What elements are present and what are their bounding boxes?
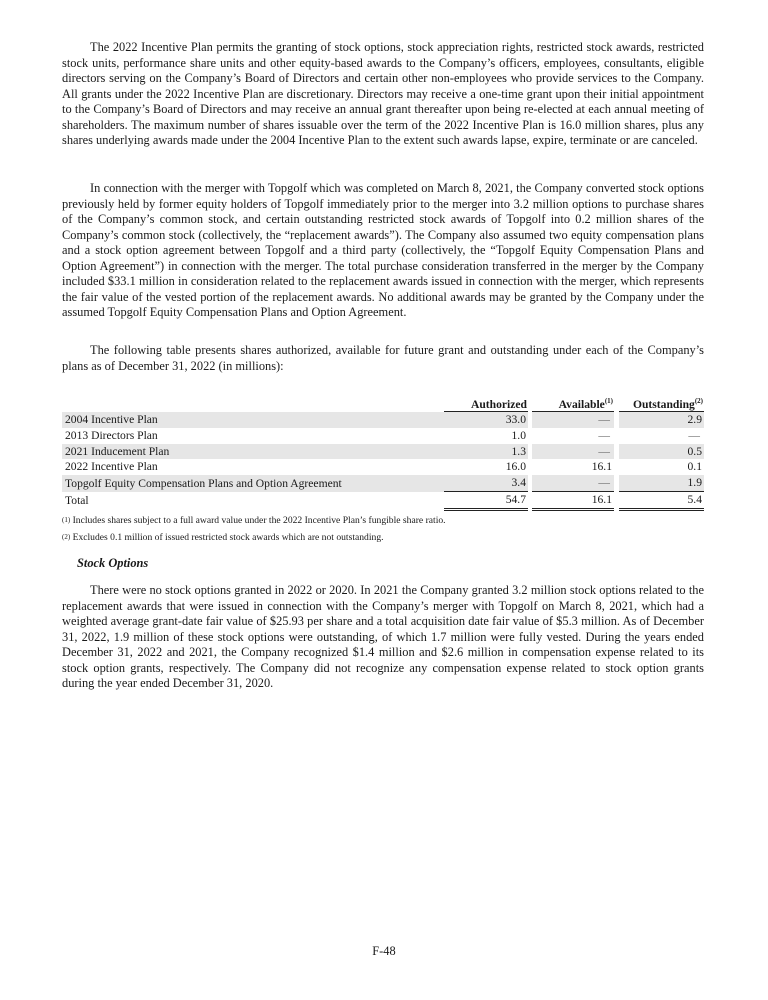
total-outstanding: 5.4 bbox=[619, 492, 704, 511]
header-outstanding-label: Outstanding bbox=[632, 398, 695, 411]
table-row bbox=[62, 428, 704, 444]
paragraph-stock-options: There were no stock options granted in 2022 or 2020. In 2021 the Company granted 3.2 million stock options related to the replacement awards that were issued in connection with the Company’s merger with Topgolf on March 8, 2021, which had a weighted average grant-date fair value of $25.93 per share and a total acquisition date fair value of $5.3 million. As of December 31, 2022, 1.9 million of these stock options were outstanding, of which 1.7 million were fully vested. During the years ended December 31, 2022 and 2021, the Company recognized $1.4 million and $2.6 million in compensation expense related to its stock option grants, respectively. The Company did not recognize any compensation expense related to stock option grants during the year ended December 31, 2020. bbox=[62, 583, 704, 691]
authorized-value: 16.0 bbox=[505, 460, 526, 474]
plan-name: 2004 Incentive Plan bbox=[62, 412, 444, 428]
paragraph-topgolf-merger: In connection with the merger with Topgolf which was completed on March 8, 2021, the Company converted stock options previously held by former equity holders of Topgolf immediately prior to the merger into 3.2 million options to purchase shares of the Company’s common stock, and certain outstanding restricted stock awards of Topgolf into 0.2 million shares of the Company’s common stock (collectively, the “replacement awards”). The Company also assumed two equity compensation plans and a stock option agreement between Topgolf and a third party (collectively, the “Topgolf Equity Compensation Plans and Option Agreement”) in connection with the merger. The total purchase consideration transferred in the merger by the Company included $33.1 million in consideration related to the replacement awards issued in connection with the merger, which represents the fair value of the vested portion of the replacement awards. No additional awards may be granted by the Company under the assumed Topgolf Equity Compensation Plans and Option Agreement. bbox=[62, 181, 704, 320]
plan-name: Topgolf Equity Compensation Plans and Option Agreement bbox=[62, 475, 444, 492]
footnote-1-text: Includes shares subject to a full award value under the 2022 Incentive Plan’s fungible share ratio. bbox=[72, 515, 446, 526]
plan-name: 2022 Incentive Plan bbox=[65, 460, 158, 474]
table-row bbox=[62, 459, 704, 475]
header-available bbox=[532, 395, 614, 412]
authorized-value: 3.4 bbox=[444, 475, 528, 492]
table-header-row bbox=[62, 395, 704, 412]
available-value: — bbox=[598, 428, 610, 442]
available-value: — bbox=[532, 444, 614, 460]
authorized-value: 1.0 bbox=[511, 428, 526, 442]
outstanding-value: 0.1 bbox=[687, 460, 702, 474]
outstanding-value: 1.9 bbox=[619, 475, 704, 492]
footnote-2-text: Excludes 0.1 million of issued restricted stock awards which are not outstanding. bbox=[72, 532, 384, 543]
section-heading-stock-options: Stock Options bbox=[77, 556, 149, 570]
available-value: — bbox=[532, 412, 614, 428]
header-plan bbox=[62, 395, 444, 412]
footnote-2-marker: (2) bbox=[62, 533, 71, 541]
table-row bbox=[62, 475, 704, 492]
header-authorized-label: Authorized bbox=[470, 398, 527, 411]
available-value: 16.1 bbox=[591, 460, 612, 474]
header-authorized bbox=[444, 395, 528, 412]
footnote-1 bbox=[62, 515, 446, 527]
available-value: — bbox=[532, 475, 614, 492]
footnote-marker-2: (2) bbox=[694, 397, 703, 405]
table-row bbox=[62, 444, 704, 460]
total-authorized: 54.7 bbox=[444, 492, 528, 511]
authorized-value: 1.3 bbox=[444, 444, 528, 460]
header-outstanding bbox=[619, 395, 704, 412]
shares-by-plan-table bbox=[62, 395, 704, 511]
outstanding-value: — bbox=[688, 428, 700, 442]
paragraph-table-intro: The following table presents shares authorized, available for future grant and outstanding under each of the Company’s plans as of December 31, 2022 (in millions): bbox=[62, 343, 704, 373]
plan-name: 2013 Directors Plan bbox=[65, 428, 158, 442]
paragraph-2022-incentive-plan: The 2022 Incentive Plan permits the granting of stock options, stock appreciation rights, restricted stock awards, restricted stock units, performance share units and other equity-based awards to the Company’s officers, employees, consultants, eligible directors serving on the Company’s Board of Directors and certain other non-employees who provide services to the Company. All grants under the 2022 Incentive Plan are discretionary. Directors may receive a one-time grant upon their initial appointment to the Company’s Board of Directors and may receive an annual grant thereafter upon being re-elected at each annual meeting of shareholders. The maximum number of shares issuable over the term of the 2022 Incentive Plan is 16.0 million shares, plus any shares underlying awards made under the 2004 Incentive Plan to the extent such awards lapse, expire, terminate or are canceled. bbox=[62, 40, 704, 148]
total-available: 16.1 bbox=[532, 492, 614, 511]
outstanding-value: 2.9 bbox=[619, 412, 704, 428]
footnote-marker-1: (1) bbox=[604, 397, 613, 405]
page-number: F-48 bbox=[372, 944, 396, 958]
footnote-2 bbox=[62, 532, 384, 544]
plan-name: 2021 Inducement Plan bbox=[62, 444, 444, 460]
outstanding-value: 0.5 bbox=[619, 444, 704, 460]
table-row bbox=[62, 412, 704, 428]
table-total-row bbox=[62, 492, 704, 511]
total-label: Total bbox=[65, 494, 89, 508]
authorized-value: 33.0 bbox=[444, 412, 528, 428]
header-available-label: Available bbox=[558, 398, 605, 411]
footnote-1-marker: (1) bbox=[62, 516, 71, 524]
